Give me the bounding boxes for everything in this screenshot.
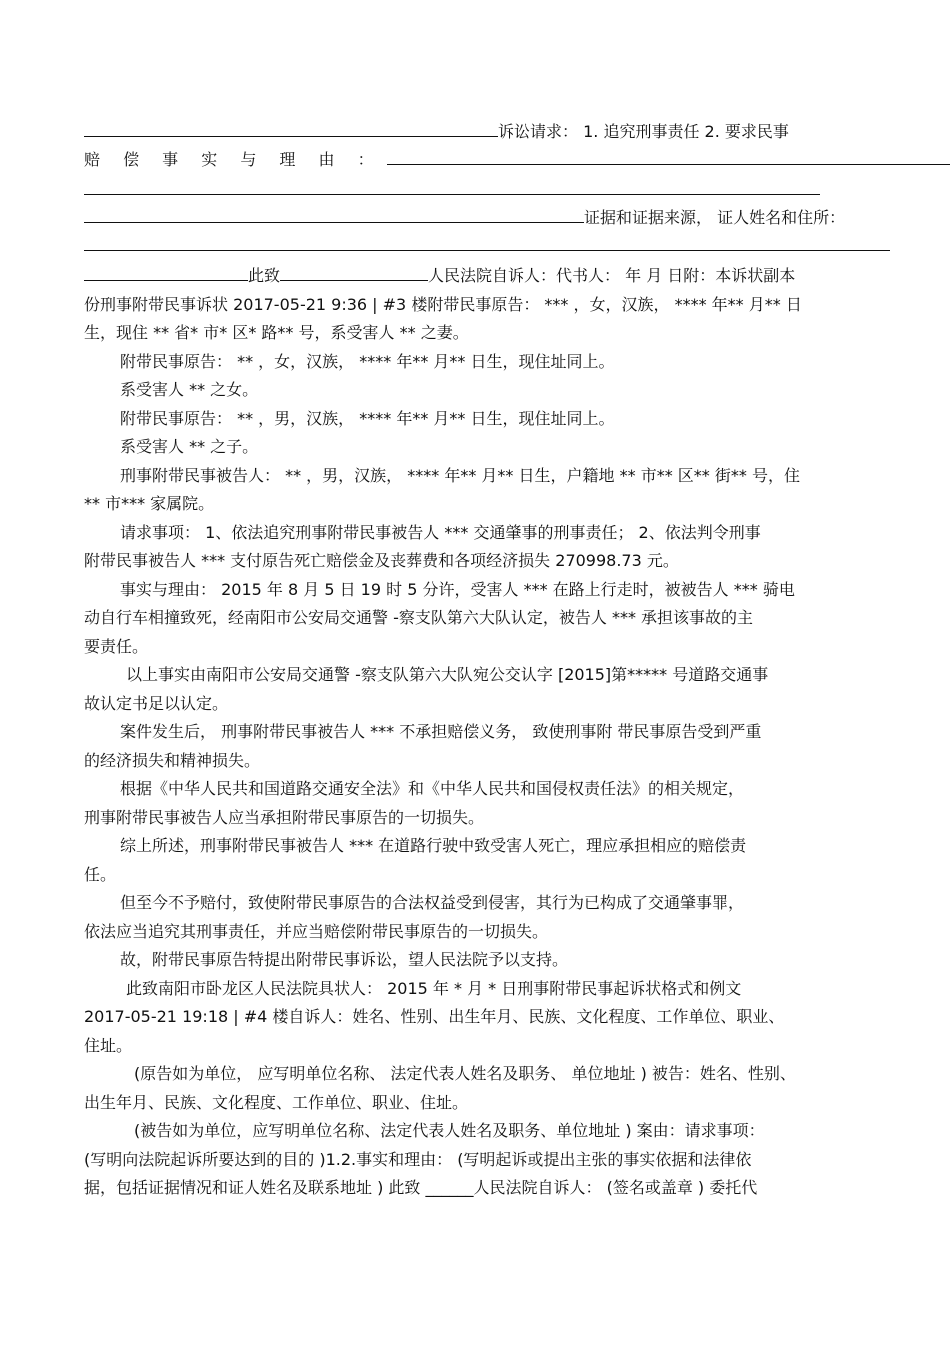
text-line: 要责任。 (84, 637, 149, 656)
blank-underline (84, 208, 584, 223)
text-line: 2017-05-21 19:18 | #4 楼自诉人：姓名、性别、出生年月、民族、文化程度、工作单位、职业、 (84, 1007, 785, 1026)
evidence-line (84, 208, 845, 228)
text-line: 事实与理由： 2015 年 8 月 5 日 19 时 5 分许，受害人 *** 在路上行走时，被被告人 *** 骑电 (120, 580, 795, 599)
text-line: 系受害人 ** 之子。 (120, 437, 259, 456)
text-line: 但至今不予赔付，致使附带民事原告的合法权益受到侵害，其行为已构成了交通肇事罪， (120, 893, 745, 912)
text-line: (被告如为单位，应写明单位名称、法定代表人姓名及职务、单位地址 ) 案由：请求事项： (134, 1121, 765, 1140)
text-line: 生，现住 ** 省* 市* 区* 路** 号，系受害人 ** 之妻。 (84, 323, 469, 342)
blank-underline (84, 236, 890, 251)
claims-text: 诉讼请求： 1. 追究刑事责任 2. 要求民事 (498, 122, 789, 141)
facts-label: 赔 偿 事 实 与 理 由 ： (84, 150, 383, 169)
text-line: 份刑事附带民事诉状 2017-05-21 9:36 | #3 楼附带民事原告： *** ，女，汉族， **** 年** 月** 日 (84, 295, 802, 314)
text-line: 附带民事被告人 *** 支付原告死亡赔偿金及丧葬费和各项经济损失 270998.73 元。 (84, 551, 679, 570)
blank-underline (84, 122, 498, 137)
text-line: 请求事项： 1、依法追究刑事附带民事被告人 *** 交通肇事的刑事责任； 2、依法判令刑事 (120, 523, 761, 542)
text-line: 动自行车相撞致死，经南阳市公安局交通警 -察支队第六大队认定，被告人 *** 承担该事故的主 (84, 608, 754, 627)
text-line: 附带民事原告： ** ，女，汉族， **** 年** 月** 日生，现住址同上。 (120, 352, 615, 371)
claims-line (84, 122, 789, 142)
evidence-text: 证据和证据来源， 证人姓名和住所： (584, 208, 846, 227)
text-line: 依法应当追究其刑事责任，并应当赔偿附带民事原告的一切损失。 (84, 922, 549, 941)
blank-line (84, 180, 820, 200)
text-line: 以上事实由南阳市公安局交通警 -察支队第六大队宛公交认字 [2015]第***** 号道路交通事 (126, 665, 769, 684)
blank-underline (84, 180, 820, 195)
salutation-text: 此致 (248, 266, 281, 285)
blank-underline (280, 266, 428, 281)
text-line: 刑事附带民事被告人： ** ，男，汉族， **** 年** 月** 日生，户籍地 ** 市** 区** 街** 号，住 (120, 466, 800, 485)
text-line: 住址。 (84, 1036, 133, 1055)
text-line: 案件发生后， 刑事附带民事被告人 *** 不承担赔偿义务， 致使刑事附 带民事原告受到严重 (120, 722, 762, 741)
text-line: 刑事附带民事被告人应当承担附带民事原告的一切损失。 (84, 808, 485, 827)
text-line: 故，附带民事原告特提出附带民事诉讼，望人民法院予以支持。 (120, 950, 569, 969)
text-line: 根据《中华人民共和国道路交通安全法》和《中华人民共和国侵权责任法》的相关规定， (120, 779, 745, 798)
text-line: 任。 (84, 865, 117, 884)
text-line: 的经济损失和精神损失。 (84, 751, 261, 770)
text-line: ** 市*** 家属院。 (84, 494, 215, 513)
blank-underline (387, 150, 950, 165)
text-line: 综上所述，刑事附带民事被告人 *** 在道路行驶中致受害人死亡，理应承担相应的赔偿责 (120, 836, 747, 855)
text-line: 此致南阳市卧龙区人民法院具状人： 2015 年 * 月 * 日刑事附带民事起诉状格式和例文 (126, 979, 742, 998)
text-line: 据，包括证据情况和证人姓名及联系地址 ) 此致 ______人民法院自诉人： (签名或盖章 ) 委托代 (84, 1178, 758, 1197)
blank-line (84, 236, 890, 256)
facts-line (84, 150, 950, 170)
text-line: 出生年月、民族、文化程度、工作单位、职业、住址。 (84, 1093, 469, 1112)
court-text: 人民法院自诉人：代书人： 年 月 日附：本诉状副本 (428, 266, 796, 285)
text-line: 附带民事原告： ** ，男，汉族， **** 年** 月** 日生，现住址同上。 (120, 409, 615, 428)
text-line: 系受害人 ** 之女。 (120, 380, 259, 399)
text-line: 故认定书足以认定。 (84, 694, 229, 713)
blank-underline (84, 266, 248, 281)
court-line (84, 266, 795, 286)
text-line: (写明向法院起诉所要达到的目的 )1.2.事实和理由： (写明起诉或提出主张的事实依据和法律依 (84, 1150, 752, 1169)
text-line: (原告如为单位， 应写明单位名称、 法定代表人姓名及职务、 单位地址 ) 被告：姓名、性别、 (134, 1064, 796, 1083)
